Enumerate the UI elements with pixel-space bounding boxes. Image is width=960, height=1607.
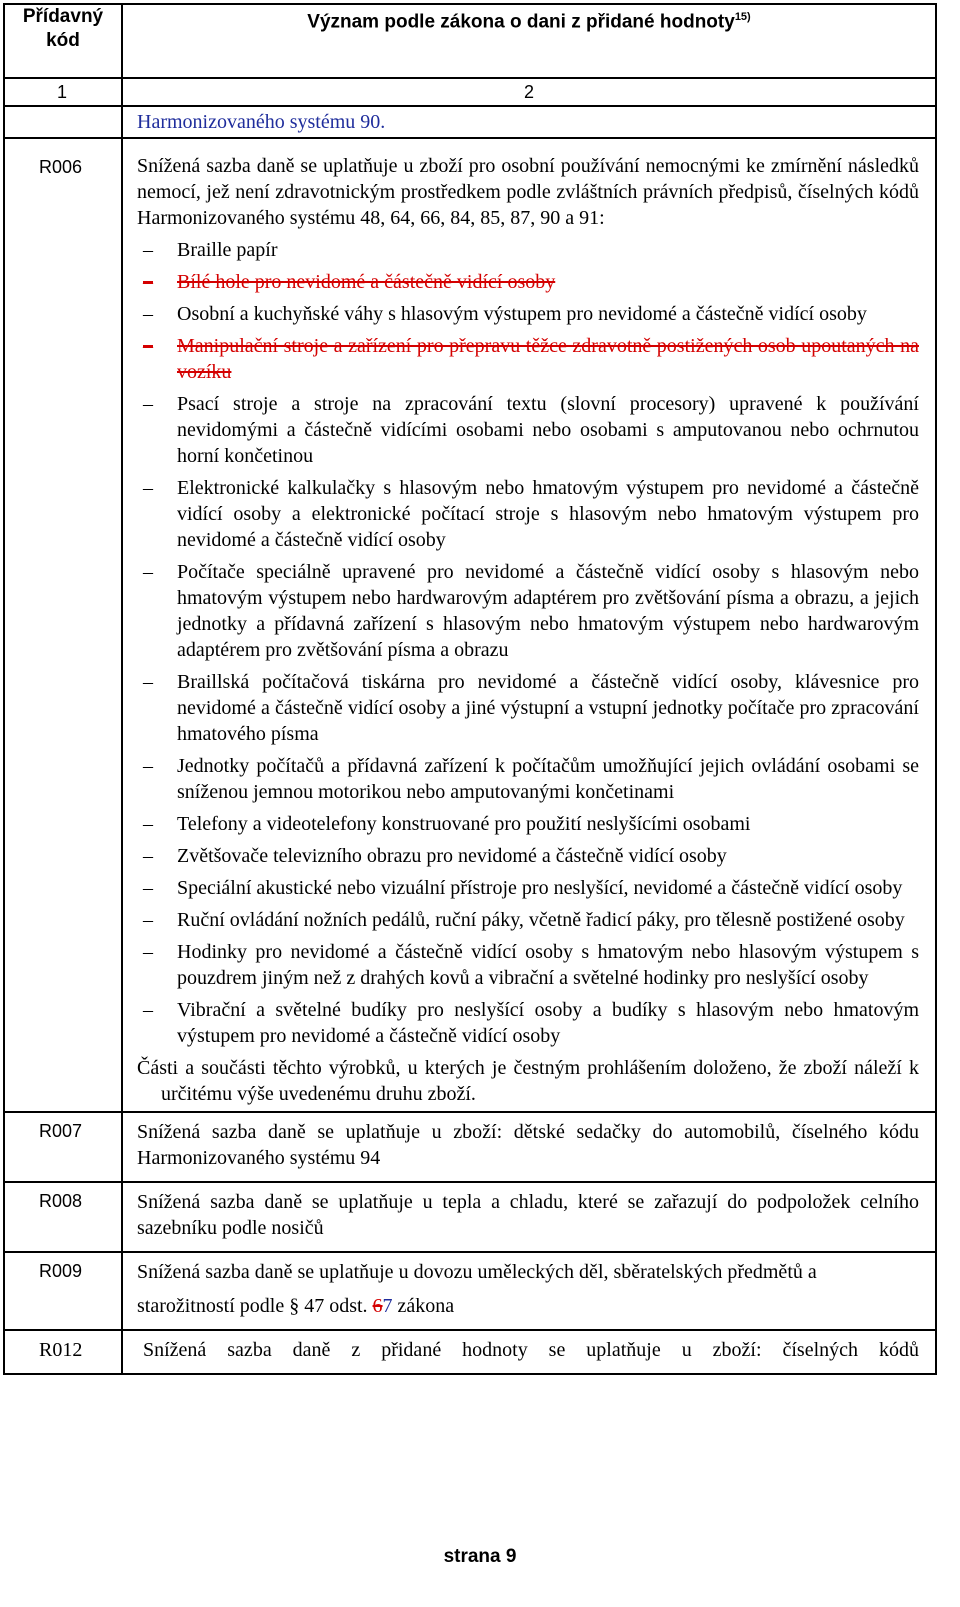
list-item: – Zvětšovače televizního obrazu pro nevidomé a částečně vidící osoby bbox=[137, 843, 919, 869]
header-row bbox=[4, 4, 936, 78]
col2-header-text: Význam podle zákona o dani z přidané hodnoty bbox=[307, 11, 735, 33]
col1-number: 1 bbox=[4, 78, 122, 106]
r006-content bbox=[122, 138, 936, 1112]
tax-code-table bbox=[3, 3, 937, 1375]
col2-number: 2 bbox=[122, 78, 936, 106]
prev-row-tail: Harmonizovaného systému 90. bbox=[122, 106, 936, 138]
list-item: – Braille papír bbox=[137, 237, 919, 263]
r009-text-b: zákona bbox=[397, 1295, 455, 1317]
list-item: – Braillská počítačová tiskárna pro nevidomé a částečně vidící osoby, klávesnice pro nevidomé a částečně vidící osoby a jiné výstupní a vstupní jednotky počítače pro zpracování hmatového písma bbox=[137, 669, 919, 747]
list-item: – Ruční ovládání nožních pedálů, ruční páky, včetně řadicí páky, pro tělesně postižené osoby bbox=[137, 907, 919, 933]
row-r012 bbox=[4, 1330, 936, 1374]
list-item: – Počítače speciálně upravené pro nevidomé a částečně vidící osoby s hlasovým nebo hmatovým výstupem nebo hardwarovým adaptérem pro zvětšování písma a obrazu, a jejich jednotky a přídavná zařízení s hlasovým nebo hmatovým výstupem nebo hardwarovým adaptérem pro zvětšování písma a obrazu bbox=[137, 559, 919, 663]
r008-text: Snížená sazba daně se uplatňuje u tepla a chladu, které se zařazují do podpoložek celního sazebníku podle nosičů bbox=[122, 1182, 936, 1252]
prev-row-continuation bbox=[4, 106, 936, 138]
list-item: – Telefony a videotelefony konstruované pro použití neslyšícími osobami bbox=[137, 811, 919, 837]
list-item: – Jednotky počítačů a přídavná zařízení k počítačům umožňující jejich ovládání osobami se sníženou jemnou motorikou nebo amputovanými končetinami bbox=[137, 753, 919, 805]
list-item: – Psací stroje a stroje na zpracování textu (slovní procesory) upravené k používání nevidomými a částečně vidícími osobami nebo osobami s amputovanou nebo ochrnutou horní končetinou bbox=[137, 391, 919, 469]
r006-parts-note: Části a součásti těchto výrobků, u kterých je čestným prohlášením doloženo, že zboží náleží k určitému výše uvedenému druhu zboží. bbox=[137, 1057, 919, 1105]
col2-header bbox=[122, 4, 936, 78]
r009-text-a: Snížená sazba daně se uplatňuje u dovozu uměleckých děl, sběratelských předmětů a starožitností podle § 47 odst. bbox=[137, 1261, 817, 1317]
list-item-struck: – Bílé hole pro nevidomé a částečně vidící osoby bbox=[137, 269, 919, 295]
col1-header bbox=[4, 4, 122, 78]
empty-code-cell bbox=[4, 106, 122, 138]
code-r009: R009 bbox=[4, 1252, 122, 1330]
list-item-struck: – Manipulační stroje a zařízení pro přepravu těžce zdravotně postižených osob upoutaných na vozíku bbox=[137, 333, 919, 385]
r007-text: Snížená sazba daně se uplatňuje u zboží: dětské sedačky do automobilů, číselného kódu Harmonizovaného systému 94 bbox=[122, 1112, 936, 1182]
row-r007 bbox=[4, 1112, 936, 1182]
r009-old-number: 6 bbox=[372, 1295, 383, 1317]
list-item: – Elektronické kalkulačky s hlasovým nebo hmatovým výstupem pro nevidomé a částečně vidící osoby a elektronické počítací stroje s hlasovým nebo hmatovým výstupem pro nevidomé a částečně vidící osoby bbox=[137, 475, 919, 553]
column-number-row bbox=[4, 78, 936, 106]
r006-item-list bbox=[137, 237, 919, 1049]
footnote-marker: 15) bbox=[734, 11, 751, 23]
list-item: – Speciální akustické nebo vizuální přístroje pro neslyšící, nevidomé a částečně vidící osoby bbox=[137, 875, 919, 901]
code-r012: R012 bbox=[4, 1330, 122, 1374]
code-r006: R006 bbox=[4, 138, 122, 1112]
row-r009 bbox=[4, 1252, 936, 1330]
r012-text: Snížená sazba daně z přidané hodnoty se uplatňuje u zboží: číselných kódů bbox=[122, 1330, 936, 1374]
code-r007: R007 bbox=[4, 1112, 122, 1182]
r009-content bbox=[122, 1252, 936, 1330]
code-r008: R008 bbox=[4, 1182, 122, 1252]
list-item: – Osobní a kuchyňské váhy s hlasovým výstupem pro nevidomé a částečně vidící osoby bbox=[137, 301, 919, 327]
list-item: – Vibrační a světelné budíky pro neslyšící osoby a budíky s hlasovým nebo hmatovým výstupem pro nevidomé a částečně vidící osoby bbox=[137, 997, 919, 1049]
list-item: – Hodinky pro nevidomé a částečně vidící osoby s hmatovým nebo hlasovým výstupem s pouzdrem jiným než z drahých kovů a vibrační a světelné hodinky pro neslyšící osoby bbox=[137, 939, 919, 991]
col1-header-text: Přídavný kód bbox=[22, 6, 104, 51]
row-r008 bbox=[4, 1182, 936, 1252]
r006-intro: Snížená sazba daně se uplatňuje u zboží pro osobní používání nemocnými ke zmírnění následků nemocí, jež není zdravotnickým prostředkem podle zvláštních právních předpisů, číselných kódů Harmonizovaného systému 48, 64, 66, 84, 85, 87, 90 a 91: bbox=[137, 155, 919, 229]
row-r006 bbox=[4, 138, 936, 1112]
r009-new-number: 7 bbox=[382, 1295, 393, 1317]
page-number: strana 9 bbox=[443, 1546, 517, 1567]
